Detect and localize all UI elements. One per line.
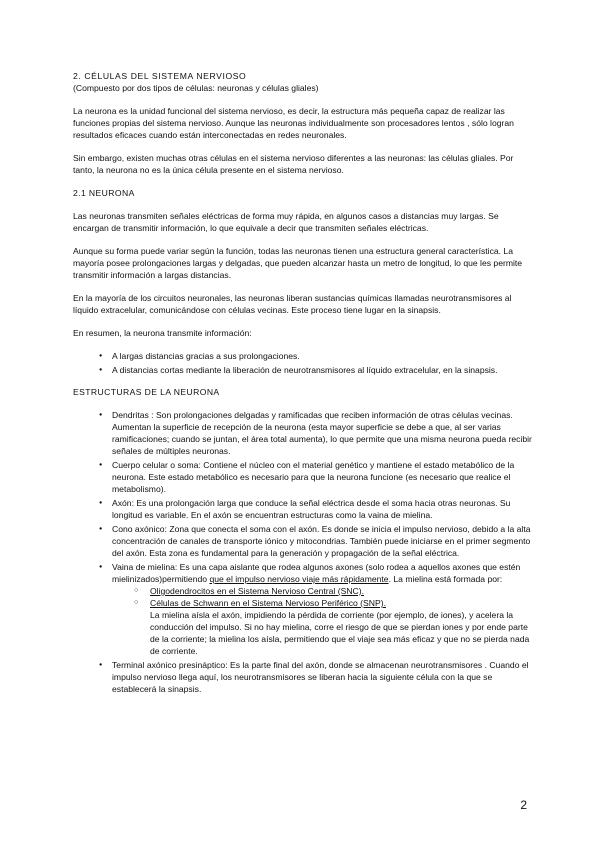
structures-heading: ESTRUCTURAS DE LA NEURONA: [73, 387, 220, 397]
structure-dendritas: ● Dendritas : Son prolongaciones delgadas y ramificadas que reciben información de otras células vecinas. Aumentan la superficie de recepción de la neurona (esta mayor superficie se debe a que, al ser varias ramificaciones; cuando se juntan, el área total aumenta), lo que permite que una misma neurona pueda recibir señales de múltiples neuronas.: [99, 409, 533, 457]
summary-item: ● A distancias cortas mediante la liberación de neurotransmisores al líquido extracelular, en la sinapsis.: [99, 364, 533, 376]
document-page: [73, 70, 533, 705]
neurona-heading: 2.1 NEURONA: [73, 188, 135, 198]
summary-list: [73, 350, 533, 376]
neurona-paragraph-4: En resumen, la neurona transmite información:: [73, 328, 252, 338]
page-number: 2: [520, 798, 527, 812]
neurona-paragraph-2: Aunque su forma puede variar según la función, todas las neuronas tienen una estructura general característica. La mayoría posee prolongaciones largas y delgadas, que pueden alcanzar hasta un metro de longitud, lo que les permite transmitir información a largas distancias.: [73, 246, 523, 280]
structure-terminal-axonico: ● Terminal axónico presináptico: Es la parte final del axón, donde se almacenan neurotransmisores . Cuando el impulso nervioso llega aquí, los neurotransmisores se liberan hacia la siguiente célula con la que se establecerá la sinapsis.: [99, 659, 533, 695]
structure-axon: ● Axón: Es una prolongación larga que conduce la señal eléctrica desde el soma hacia otras neuronas. Su longitud es variable. En el axón se encuentran estructuras como la vaina de mielina.: [99, 497, 533, 521]
section-title: 2. CÉLULAS DEL SISTEMA NERVIOSO: [73, 71, 247, 81]
myelin-note: La mielina aísla el axón, impidiendo la pérdida de corriente (por ejemplo, de iones), y acelera la conducción del impulso. Si no hay mielina, corre el riesgo de que se pierdan iones y por ende parte de la corriente; la mielina los aísla, permitiendo que el viaje sea más eficaz y que no se pierda nada de corriente.: [150, 610, 530, 656]
vaina-text-start: Vaina de mielina: Es una capa aislante que rodea algunos axones (solo rodea a aquellos axones que estén mielinizados)permitiendo: [112, 562, 521, 584]
intro-paragraph-1: La neurona es la unidad funcional del sistema nervioso, es decir, la estructura más pequeña capaz de realizar las funciones propias del sistema nervioso. Aunque las neuronas individualmente son procesadores lentos , sólo logran resultados eficaces cuando están interconectadas en redes neuronales.: [73, 106, 514, 140]
structure-vaina-mielina: [99, 561, 533, 657]
myelin-subitem-snc: ○ Oligodendrocitos en el Sistema Nervioso Central (SNC).: [134, 585, 533, 597]
neurona-paragraph-1: Las neuronas transmiten señales eléctricas de forma muy rápida, en algunos casos a distancias muy largas. Se encargan de transmitir información, lo que equivale a decir que transmiten señales eléctricas.: [73, 211, 499, 233]
myelin-subitem-snp: ○ Células de Schwann en el Sistema Nervioso Periférico (SNP).: [134, 597, 533, 609]
vaina-text-underlined: que el impulso nervioso viaje más rápidamente: [209, 574, 389, 584]
intro-paragraph-2: Sin embargo, existen muchas otras células en el sistema nervioso diferentes a las neuronas: las células gliales. Por tanto, la neurona no es la única célula presente en el sistema nervioso.: [73, 153, 514, 175]
myelin-sublist: [112, 585, 533, 609]
neurona-paragraph-3: En la mayoría de los circuitos neuronales, las neuronas liberan sustancias químicas llamadas neurotransmisores al líquido extracelular, comunicándose con células vecinas. Este proceso tiene lugar en la sinapsis.: [73, 293, 512, 315]
structures-list: [73, 409, 533, 695]
vaina-text-end: . La mielina está formada por:: [388, 574, 503, 584]
summary-item: ● A largas distancias gracias a sus prolongaciones.: [99, 350, 533, 362]
structure-cono-axonico: ● Cono axónico: Zona que conecta el soma con el axón. Es donde se inicia el impulso nervioso, debido a la alta concentración de canales de transporte iónico y mitocondrias. También puede iniciarse en el primer segmento del axón. Esta zona es fundamental para la generación y propagación de la señal eléctrica.: [99, 523, 533, 559]
section-subtitle: (Compuesto por dos tipos de células: neuronas y células gliales): [73, 83, 319, 93]
structure-cuerpo-celular: ● Cuerpo celular o soma: Contiene el núcleo con el material genético y mantiene el estado metabólico de la neurona. Este estado metabólico es necesario para que la neurona funcione (es necesario que realice el metabolismo).: [99, 459, 533, 495]
